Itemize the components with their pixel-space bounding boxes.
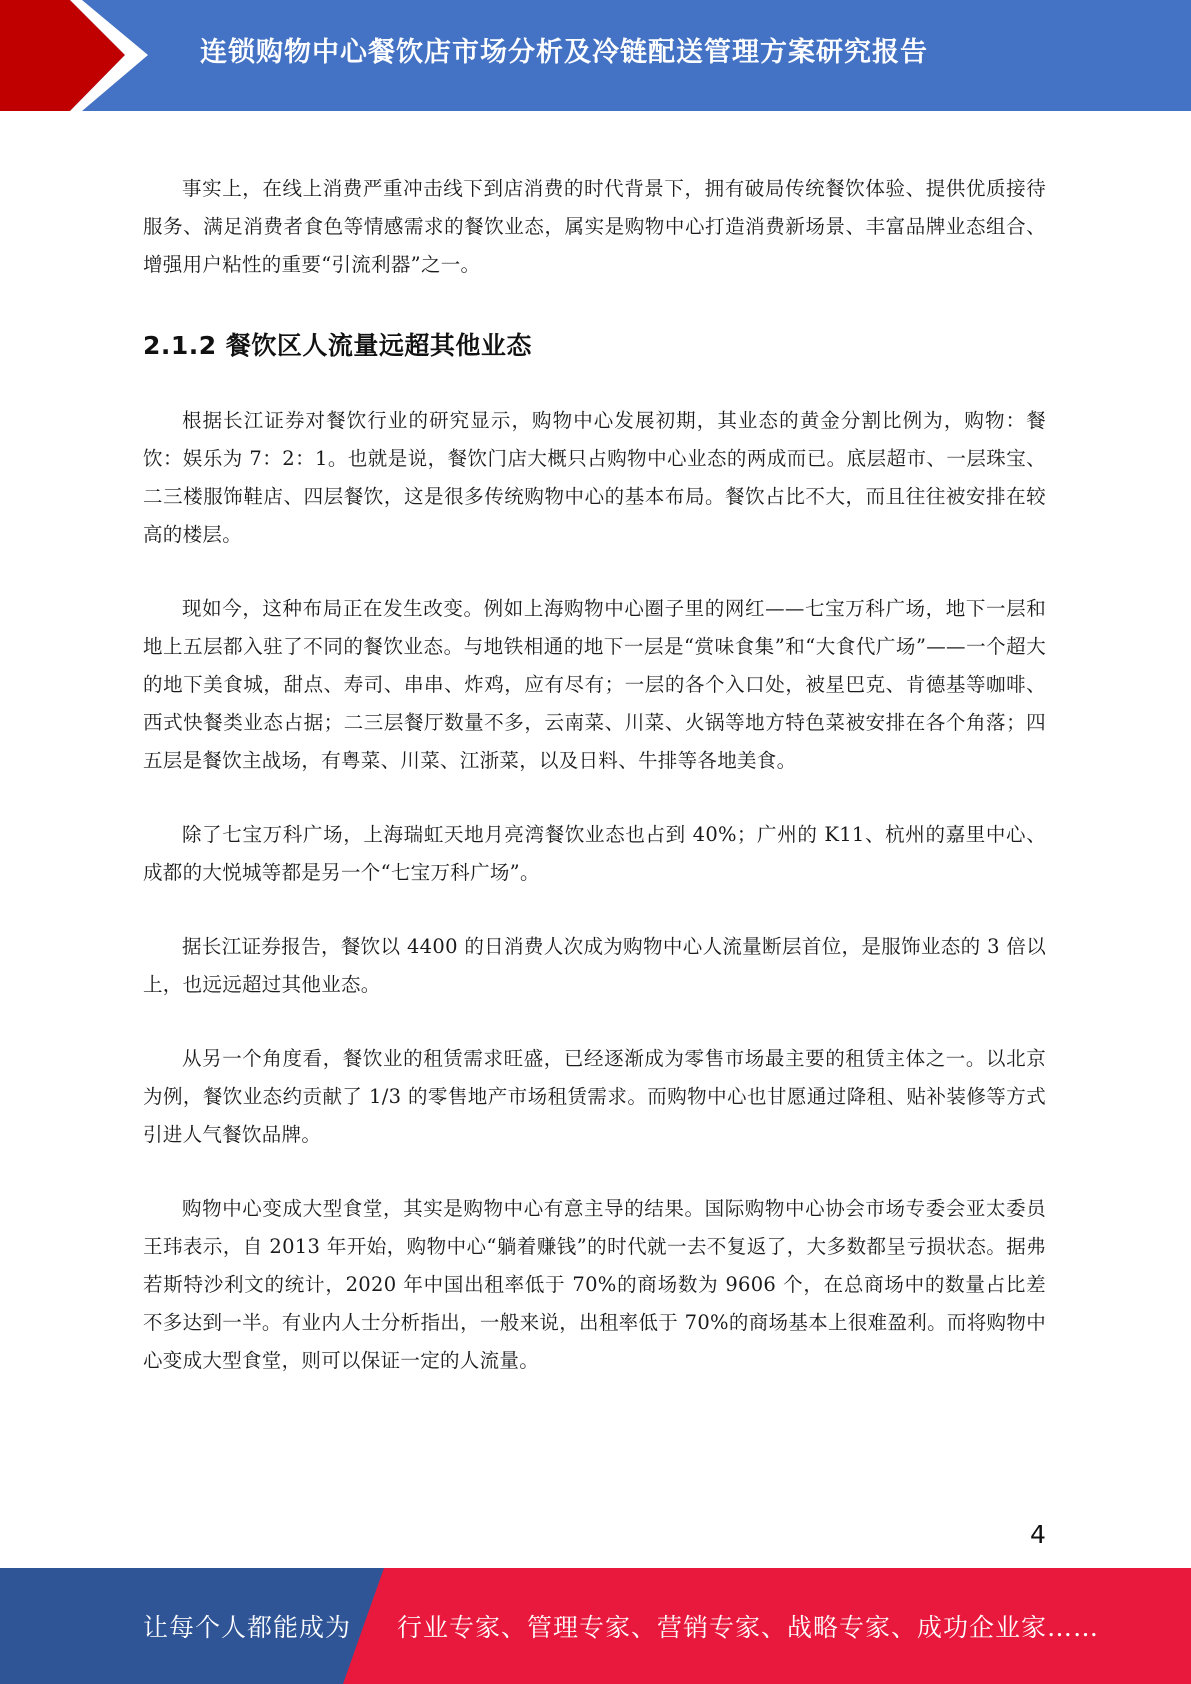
body-paragraph: 从另一个角度看，餐饮业的租赁需求旺盛，已经逐渐成为零售市场最主要的租赁主体之一。以北京为例，餐饮业态约贡献了 1/3 的零售地产市场租赁需求。而购物中心也甘愿通过降租、贴补装修等方式引进人气餐饮品牌。 bbox=[143, 1047, 1046, 1146]
footer-slogan-left: 让每个人都能成为 bbox=[143, 1613, 352, 1642]
body-paragraph: 据长江证券报告，餐饮以 4400 的日消费人次成为购物中心人流量断层首位，是服饰业态的 3 倍以上，也远远超过其他业态。 bbox=[143, 935, 1046, 996]
body-paragraph: 除了七宝万科广场，上海瑞虹天地月亮湾餐饮业态也占到 40%；广州的 K11、杭州的嘉里中心、成都的大悦城等都是另一个“七宝万科广场”。 bbox=[143, 823, 1046, 884]
footer-slogan-right: 行业专家、管理专家、营销专家、战略专家、成功企业家…… bbox=[397, 1613, 1100, 1642]
body-paragraph: 根据长江证券对餐饮行业的研究显示，购物中心发展初期，其业态的黄金分割比例为，购物：餐饮：娱乐为 7：2：1。也就是说，餐饮门店大概只占购物中心业态的两成而已。底层超市、一层珠宝、二三楼服饰鞋店、四层餐饮，这是很多传统购物中心的基本布局。餐饮占比不大，而且往往被安排在较高的楼层。 bbox=[143, 409, 1046, 546]
body-paragraph: 现如今，这种布局正在发生改变。例如上海购物中心圈子里的网红——七宝万科广场，地下一层和地上五层都入驻了不同的餐饮业态。与地铁相通的地下一层是“赏味食集”和“大食代广场”——一个超大的地下美食城，甜点、寿司、串串、炸鸡，应有尽有；一层的各个入口处，被星巴克、肯德基等咖啡、西式快餐类业态占据；二三层餐厅数量不多，云南菜、川菜、火锅等地方特色菜被安排在各个角落；四五层是餐饮主战场，有粤菜、川菜、江浙菜，以及日料、牛排等各地美食。 bbox=[143, 597, 1046, 772]
footer-banner bbox=[0, 1568, 1191, 1684]
page-number: 4 bbox=[1030, 1520, 1046, 1549]
body-paragraph: 购物中心变成大型食堂，其实是购物中心有意主导的结果。国际购物中心协会市场专委会亚太委员王玮表示，自 2013 年开始，购物中心“躺着赚钱”的时代就一去不复返了，大多数都呈亏损状态。据弗若斯特沙利文的统计，2020 年中国出租率低于 70%的商场数为 9606 个，在总商场中的数量占比差不多达到一半。有业内人士分析指出，一般来说，出租率低于 70%的商场基本上很难盈利。而将购物中心变成大型食堂，则可以保证一定的人流量。 bbox=[143, 1197, 1046, 1372]
header-banner bbox=[0, 0, 1191, 111]
intro-paragraph: 事实上，在线上消费严重冲击线下到店消费的时代背景下，拥有破局传统餐饮体验、提供优质接待服务、满足消费者食色等情感需求的餐饮业态，属实是购物中心打造消费新场景、丰富品牌业态组合、增强用户粘性的重要“引流利器”之一。 bbox=[143, 177, 1046, 276]
main-content bbox=[143, 170, 1046, 1416]
document-title: 连锁购物中心餐饮店市场分析及冷链配送管理方案研究报告 bbox=[200, 37, 928, 68]
section-heading: 2.1.2 餐饮区人流量远超其他业态 bbox=[143, 331, 532, 360]
